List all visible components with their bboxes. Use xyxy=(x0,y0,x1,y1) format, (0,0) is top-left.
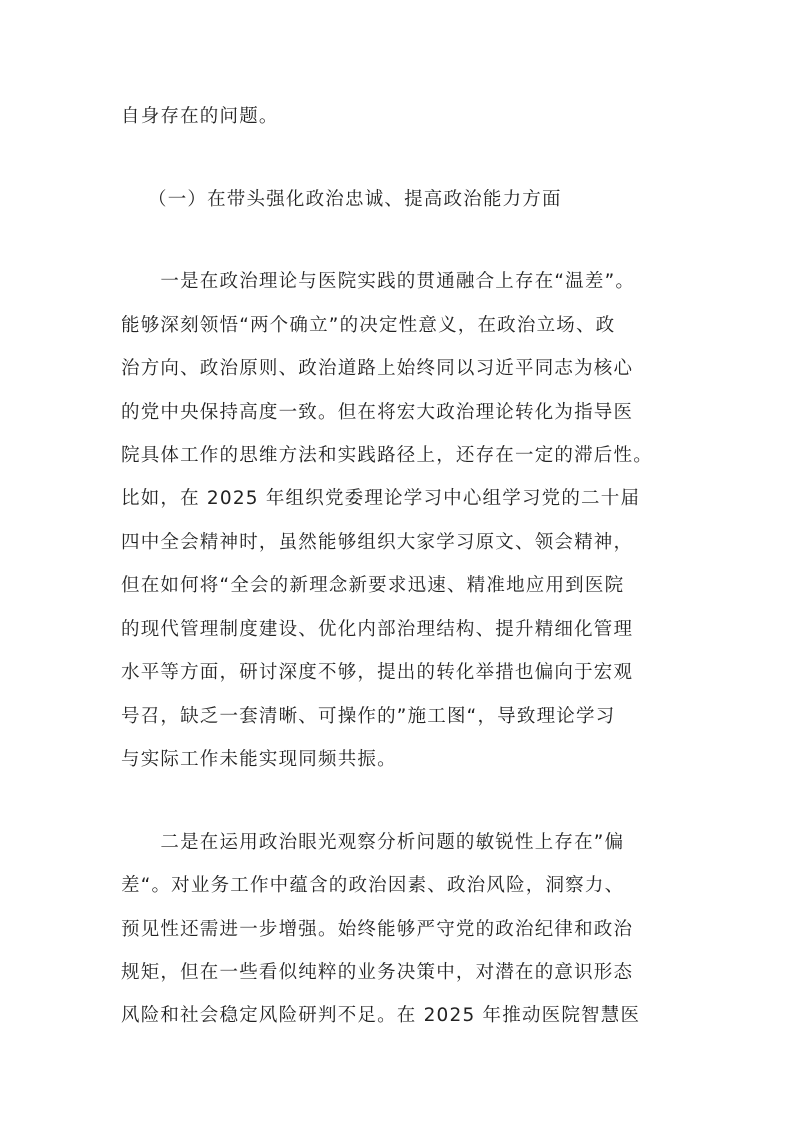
paragraph-line: 水平等方面，研讨深度不够，提出的转化举措也偏向于宏观 xyxy=(121,662,634,683)
paragraph-line: 能够深刻领悟“两个确立”的决定性意义，在政治立场、政 xyxy=(121,315,616,336)
section-heading: （一）在带头强化政治忠诚、提高政治能力方面 xyxy=(148,189,562,210)
paragraph-line: 风险和社会稳定风险研判不足。在 2025 年推动医院智慧医 xyxy=(121,1005,641,1026)
paragraph-line: 预见性还需进一步增强。始终能够严守党的政治纪律和政治 xyxy=(121,919,634,940)
paragraph-line: 院具体工作的思维方法和实践路径上，还存在一定的滞后性。 xyxy=(121,445,653,466)
paragraph-line: 与实际工作未能实现同频共振。 xyxy=(121,749,397,770)
paragraph-line: 差“。对业务工作中蕴含的政治因素、政治风险，洞察力、 xyxy=(121,875,625,896)
paragraph-line: 规矩，但在一些看似纯粹的业务决策中，对潜在的意识形态 xyxy=(121,962,634,983)
paragraph-line: 二是在运用政治眼光观察分析问题的敏锐性上存在”偏 xyxy=(121,832,625,853)
paragraph-line: 比如，在 2025 年组织党委理论学习中心组学习党的二十届 xyxy=(121,488,641,509)
paragraph-line: 但在如何将“全会的新理念新要求迅速、精准地应用到医院 xyxy=(121,575,625,596)
paragraph-line: 四中全会精神时，虽然能够组织大家学习原文、领会精神， xyxy=(121,532,634,553)
paragraph-line: 号召，缺乏一套清晰、可操作的”施工图“，导致理论学习 xyxy=(121,706,616,727)
paragraph-line: 一是在政治理论与医院实践的贯通融合上存在“温差”。 xyxy=(121,271,636,292)
paragraph-line: 治方向、政治原则、政治道路上始终同以习近平同志为核心 xyxy=(121,358,634,379)
paragraph-line: 的现代管理制度建设、优化内部治理结构、提升精细化管理 xyxy=(121,619,634,640)
paragraph-line: 的党中央保持高度一致。但在将宏大政治理论转化为指导医 xyxy=(121,402,634,423)
opening-line: 自身存在的问题。 xyxy=(121,106,279,127)
